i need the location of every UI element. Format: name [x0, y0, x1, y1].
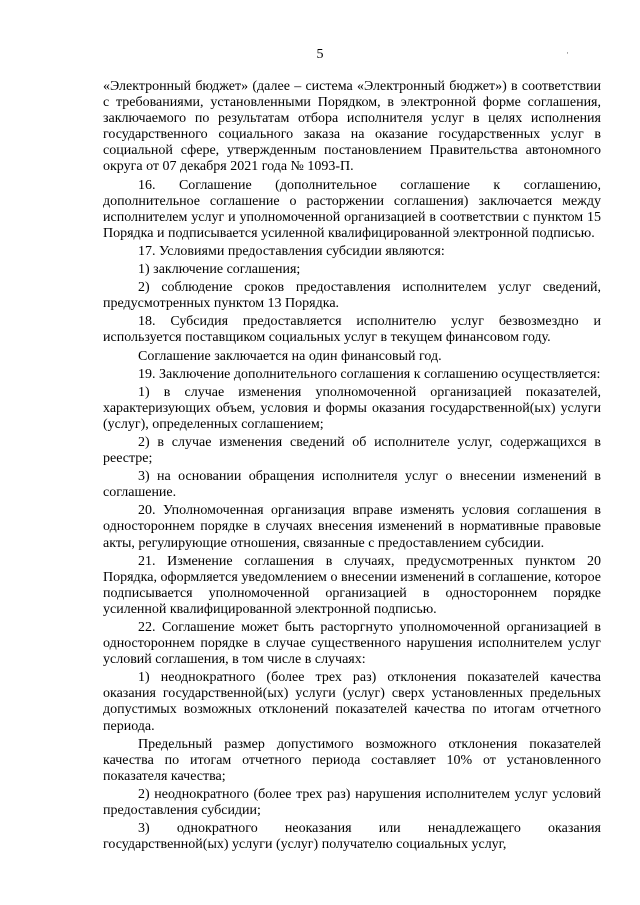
- paragraph-17: 17. Условиями предоставления субсидии являются:: [138, 243, 445, 259]
- paragraph-18-note: Соглашение заключается на один финансовый год.: [138, 348, 442, 364]
- paragraph-21: 21. Изменение соглашения в случаях, предусмотренных пунктом 20 Порядка, оформляется уведомлением о внесении изменений в соглашение, которое подписывается уполномоченной организацией в одностороннем порядке усиленной квалифицированной электронной подписью.: [103, 553, 601, 617]
- paragraph-19: 19. Заключение дополнительного соглашения к соглашению осуществляется:: [138, 366, 601, 382]
- list-item-22-1: 1) неоднократного (более трех раз) отклонения показателей качества оказания государственной(ых) услуги (услуг) сверх установленных предельных допустимых возможных отклонений показателей качества по итогам отчетного периода.: [103, 670, 601, 734]
- paragraph-continuation: «Электронный бюджет» (далее – система «Электронный бюджет») в соответствии с требованиями, установленными Порядком, в электронной форме соглашения, заключаемого по результатам отбора исполнителя услуг в целях исполнения государственного социального заказа на оказание государственных услуг в социальной сфере, утвержденным постановлением Правительства автономного округа от 07 декабря 2021 года № 1093-П.: [103, 79, 601, 175]
- paragraph-22: 22. Соглашение может быть расторгнуто уполномоченной организацией в одностороннем порядке в случае существенного нарушения исполнителем услуг условий соглашения, в том числе в случаях:: [103, 620, 601, 668]
- document-body: [103, 79, 601, 855]
- list-item-19-2: 2) в случае изменения сведений об исполнителе услуг, содержащихся в реестре;: [103, 434, 601, 467]
- list-item-17-2: 2) соблюдение сроков предоставления исполнителем услуг сведений, предусмотренных пунктом 13 Порядка.: [103, 280, 601, 312]
- paragraph-16: 16. Соглашение (дополнительное соглашение к соглашению, дополнительное соглашение о расторжении соглашения) заключается между исполнителем услуг и уполномоченной организацией в соответствии с пунктом 15 Порядка и подписывается усиленной квалифицированной электронной подписью.: [103, 177, 601, 241]
- list-item-22-2: 2) неоднократного (более трех раз) нарушения исполнителем услуг условий предоставления субсидии;: [103, 786, 601, 819]
- paragraph-22-threshold: Предельный размер допустимого возможного отклонения показателей качества по итогам отчетного периода составляет 10% от установленного показателя качества;: [103, 736, 601, 784]
- list-item-19-3: 3) на основании обращения исполнителя услуг о внесении изменений в соглашение.: [103, 469, 601, 501]
- paragraph-18: 18. Субсидия предоставляется исполнителю услуг безвозмездно и используется поставщиком социальных услуг в текущем финансовом году.: [103, 314, 601, 346]
- corner-mark: ·: [566, 48, 569, 58]
- paragraph-20: 20. Уполномоченная организация вправе изменять условия соглашения в одностороннем порядке в случаях внесения изменений в нормативные правовые акты, регулирующие отношения, связанные с предоставлением субсидии.: [103, 503, 601, 551]
- list-item-17-1: 1) заключение соглашения;: [138, 262, 301, 278]
- list-item-22-3: 3) однократного неоказания или ненадлежащего оказания государственной(ых) услуги (услуг) получателю социальных услуг,: [103, 821, 601, 853]
- page-number: 5: [316, 47, 324, 62]
- list-item-19-1: 1) в случае изменения уполномоченной организацией показателей, характеризующих объем, условия и формы оказания государственной(ых) услуги (услуг), определенных соглашением;: [103, 384, 601, 432]
